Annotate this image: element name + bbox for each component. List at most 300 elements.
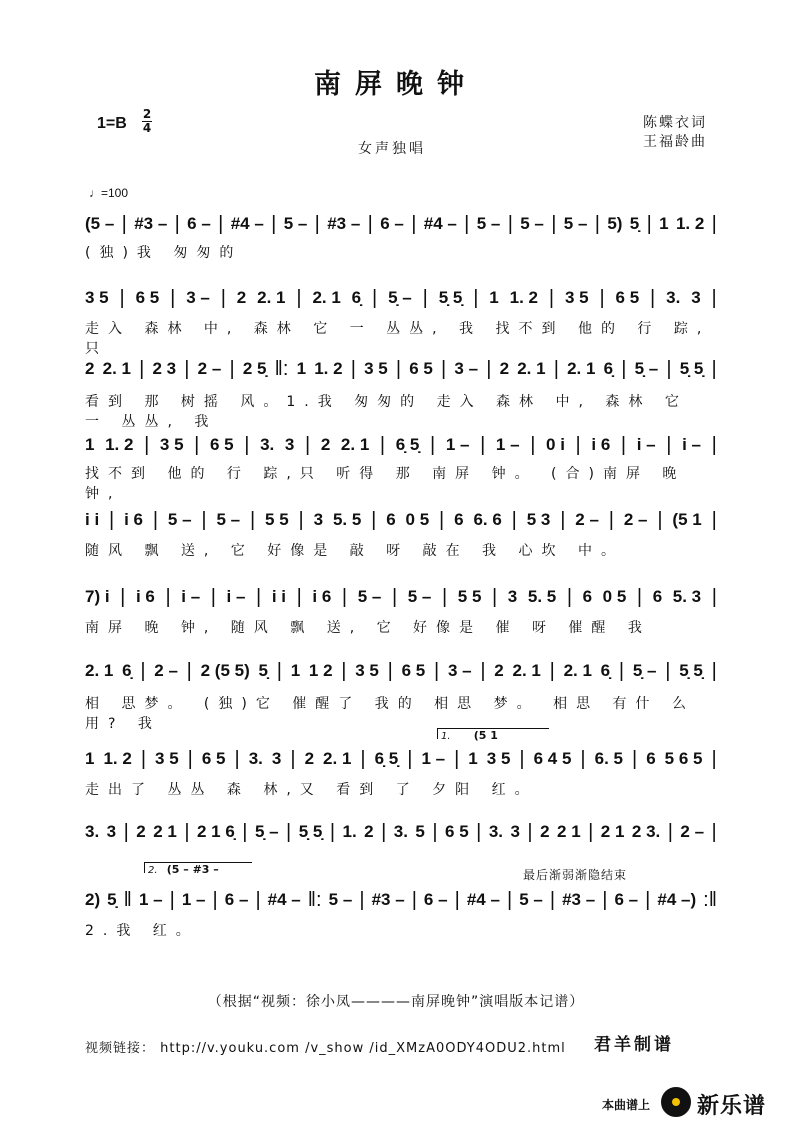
note-group: 0 5 bbox=[405, 510, 430, 529]
note-group: #4 – bbox=[267, 890, 301, 909]
note-group: 0 i bbox=[546, 435, 565, 454]
note-group: 6 5 bbox=[210, 435, 234, 454]
notes-line bbox=[85, 286, 717, 310]
note-group: 5̣ bbox=[258, 661, 268, 680]
lyrics-line: 看到 那 树摇 风。1.我 匆匆的 走入 森林 中, 森林 它 一 丛丛, 我 bbox=[85, 394, 688, 430]
note-group: 5 – bbox=[563, 214, 588, 233]
barline: | bbox=[549, 659, 555, 682]
barline: | bbox=[276, 659, 282, 682]
note-group: 3 bbox=[106, 822, 117, 841]
barline: | bbox=[599, 286, 605, 309]
barline: | bbox=[650, 286, 656, 309]
note-group: 6 5 bbox=[401, 661, 426, 680]
score-row bbox=[85, 212, 717, 261]
note-group: 3. bbox=[260, 435, 275, 454]
note-group: i 6 bbox=[591, 435, 611, 454]
barline: | bbox=[507, 212, 513, 235]
note-group: 7) i bbox=[85, 587, 110, 606]
barline: ‖: bbox=[274, 357, 289, 380]
note-group: 2 – bbox=[197, 359, 222, 378]
transcriber-seal: 君羊制谱 bbox=[594, 1035, 674, 1055]
barline: | bbox=[381, 820, 387, 843]
note-group: 3. bbox=[85, 822, 100, 841]
barline: | bbox=[711, 747, 717, 770]
volta-first-ending bbox=[437, 728, 549, 742]
barline: | bbox=[711, 433, 717, 456]
barline: | bbox=[711, 585, 717, 608]
note-group: 6 – bbox=[224, 890, 249, 909]
barline: | bbox=[480, 659, 486, 682]
barline: | bbox=[618, 659, 625, 682]
note-group: 2 – bbox=[575, 510, 599, 529]
note-group: 2 – bbox=[623, 510, 648, 529]
barline: | bbox=[220, 286, 226, 309]
note-group: 2 5̣ bbox=[242, 359, 267, 378]
barline: | bbox=[594, 212, 600, 235]
lyrics-line: (独)我 匆匆的 bbox=[85, 245, 243, 261]
note-group: 5. 3 bbox=[672, 587, 702, 606]
barline: | bbox=[218, 212, 224, 235]
barline: | bbox=[506, 888, 513, 911]
barline: | bbox=[432, 820, 438, 843]
barline: | bbox=[372, 286, 378, 309]
barline: | bbox=[646, 212, 652, 235]
barline: | bbox=[174, 212, 180, 235]
note-group: 3 5 bbox=[85, 288, 109, 307]
time-signature-top: 2 bbox=[142, 107, 152, 121]
note-group: 5 – bbox=[357, 587, 382, 606]
barline: | bbox=[666, 433, 672, 456]
time-signature bbox=[142, 108, 152, 135]
barline: | bbox=[194, 433, 200, 456]
barline: | bbox=[109, 508, 115, 531]
note-group: 6 – bbox=[187, 214, 211, 233]
note-group: 3 – bbox=[454, 359, 479, 378]
note-group: 1. 2 bbox=[675, 214, 705, 233]
note-group: 1 – bbox=[445, 435, 470, 454]
lyrics-line: 走出了 丛丛 森 林,又 看到 了 夕阳 红。 bbox=[85, 782, 538, 798]
note-group: 2. 1 bbox=[517, 359, 546, 378]
barline: | bbox=[636, 585, 643, 608]
lyrics-line: 找不到 他的 行 踪,只 听得 那 南屏 钟。 (合)南屏 晚钟, bbox=[85, 466, 686, 502]
barline: | bbox=[551, 212, 557, 235]
note-group: 5 – bbox=[476, 214, 501, 233]
note-group: 5 – bbox=[407, 587, 432, 606]
barline: | bbox=[464, 212, 470, 235]
notes-line bbox=[85, 888, 717, 912]
barline: | bbox=[314, 212, 320, 235]
note-group: 3 5 bbox=[159, 435, 184, 454]
note-group: i – bbox=[682, 435, 701, 454]
note-group: 1. 2 bbox=[314, 359, 343, 378]
note-group: 6. 5 bbox=[594, 749, 623, 768]
barline: | bbox=[548, 286, 555, 309]
note-group: 2 bbox=[85, 359, 95, 378]
note-group: 2 1 bbox=[153, 822, 177, 841]
composer-credit: 王福龄曲 bbox=[643, 134, 707, 150]
barline: | bbox=[511, 508, 517, 531]
barline: | bbox=[360, 747, 366, 770]
note-group: 5̣ 5̣ bbox=[438, 288, 463, 307]
barline: | bbox=[121, 212, 127, 235]
barline: | bbox=[169, 888, 175, 911]
note-group: 5 – bbox=[519, 890, 543, 909]
barline: | bbox=[296, 286, 302, 309]
note-group: 3 bbox=[507, 587, 518, 606]
note-group: 2 1 bbox=[600, 822, 625, 841]
note-group: 2) bbox=[85, 890, 101, 909]
note-group: 6̣ bbox=[603, 359, 614, 378]
note-group: i 6 bbox=[312, 587, 332, 606]
note-group: 6 bbox=[646, 749, 656, 768]
barline: | bbox=[298, 508, 304, 531]
note-group: 1 – bbox=[181, 890, 206, 909]
barline: | bbox=[244, 433, 250, 456]
barline: | bbox=[249, 508, 256, 531]
notes-line bbox=[85, 357, 717, 381]
barline: | bbox=[631, 747, 638, 770]
note-group: 5̣ bbox=[107, 890, 117, 909]
note-group: 2 3. bbox=[631, 822, 661, 841]
note-group: 5 6 5 bbox=[664, 749, 703, 768]
barline: | bbox=[186, 659, 192, 682]
note-group: 2. 1 bbox=[312, 288, 341, 307]
note-group: 6 4 5 bbox=[533, 749, 572, 768]
barline: | bbox=[588, 820, 594, 843]
note-group: 5̣ bbox=[629, 214, 640, 233]
barline: | bbox=[665, 659, 671, 682]
barline: | bbox=[621, 357, 627, 380]
note-group: 5 – bbox=[520, 214, 544, 233]
barline: | bbox=[580, 747, 586, 770]
note-group: 3. bbox=[666, 288, 681, 307]
note-group: 6 5 bbox=[445, 822, 469, 841]
barline: | bbox=[379, 433, 386, 456]
note-group: 2 bbox=[499, 359, 510, 378]
barline: | bbox=[575, 433, 581, 456]
barline: | bbox=[305, 433, 311, 456]
barline: | bbox=[290, 747, 296, 770]
note-group: 5̣ 5̣ bbox=[679, 359, 704, 378]
barline: | bbox=[165, 585, 171, 608]
barline: | bbox=[645, 888, 651, 911]
note-group: 1 bbox=[85, 749, 95, 768]
note-group: i i bbox=[271, 587, 287, 606]
volta-second-ending bbox=[144, 862, 252, 876]
note-group: 2. 1 bbox=[102, 359, 131, 378]
note-group: 1. 2 bbox=[105, 435, 134, 454]
note-group: 5 – bbox=[328, 890, 353, 909]
note-group: 3 5 bbox=[564, 288, 589, 307]
note-group: #4 – bbox=[466, 890, 500, 909]
barline: | bbox=[152, 508, 159, 531]
note-group: #3 – bbox=[562, 890, 596, 909]
barline: | bbox=[212, 888, 218, 911]
note-group: 1 – bbox=[421, 749, 446, 768]
note-group: 1 bbox=[468, 749, 478, 768]
barline: | bbox=[296, 585, 302, 608]
barline: ‖: bbox=[307, 888, 322, 911]
note-group: 6 5 bbox=[615, 288, 640, 307]
note-group: 6 – bbox=[380, 214, 404, 233]
note-group: 2. 1 bbox=[257, 288, 286, 307]
barline: ‖ bbox=[123, 888, 132, 911]
note-group: 5. 5 bbox=[332, 510, 362, 529]
barline: | bbox=[454, 747, 460, 770]
note-group: 5̣ 5̣ bbox=[679, 661, 703, 680]
barline: | bbox=[667, 820, 673, 843]
barline: | bbox=[439, 508, 445, 531]
note-group: 6 5 bbox=[409, 359, 433, 378]
note-group: 3. bbox=[393, 822, 408, 841]
note-group: 6̣ 5̣ bbox=[395, 435, 420, 454]
note-group: 6̣ bbox=[122, 661, 132, 680]
barline: | bbox=[184, 820, 190, 843]
barline: | bbox=[407, 747, 413, 770]
note-group: (5 1 bbox=[672, 510, 702, 529]
note-group: 1. bbox=[342, 822, 357, 841]
barline: | bbox=[711, 820, 717, 843]
lyrics-line: 南屏 晚 钟, 随风 飘 送, 它 好像是 催 呀 催醒 我 bbox=[85, 620, 651, 636]
note-group: 1. 2 bbox=[509, 288, 538, 307]
note-group: 0 5 bbox=[602, 587, 627, 606]
note-group: 3 bbox=[691, 288, 701, 307]
note-group: 1 – bbox=[138, 890, 163, 909]
barline: | bbox=[530, 433, 536, 456]
note-group: 1 – bbox=[495, 435, 520, 454]
notes-line bbox=[85, 585, 717, 609]
score-row bbox=[85, 659, 717, 732]
note-group: 5̣ – bbox=[634, 359, 659, 378]
note-group: i – bbox=[181, 587, 201, 606]
note-group: 1 bbox=[489, 288, 499, 307]
note-group: 2 bbox=[540, 822, 550, 841]
note-group: 3 5 bbox=[364, 359, 388, 378]
note-group: 2. 1 bbox=[512, 661, 541, 680]
volta-second-label: 2. bbox=[148, 865, 158, 876]
note-group: 1 bbox=[296, 359, 307, 378]
note-group: 2 bbox=[304, 749, 315, 768]
performance-style: 女声独唱 bbox=[358, 141, 426, 157]
note-group: 5 – bbox=[167, 510, 192, 529]
volta-first-label: 1. bbox=[441, 731, 451, 742]
barline: | bbox=[711, 659, 717, 682]
barline: | bbox=[527, 820, 533, 843]
note-group: 5̣ – bbox=[254, 822, 279, 841]
barline: | bbox=[411, 212, 417, 235]
barline: | bbox=[454, 888, 460, 911]
barline: | bbox=[387, 659, 393, 682]
lyrics-line: 随风 飘 送, 它 好像是 敲 呀 敲在 我 心坎 中。 bbox=[85, 543, 624, 559]
notes-line bbox=[85, 212, 717, 236]
note-group: i 6 bbox=[124, 510, 143, 529]
barline: | bbox=[140, 659, 146, 682]
barline: | bbox=[395, 357, 402, 380]
note-group: 5 5 bbox=[457, 587, 482, 606]
barline: | bbox=[519, 747, 525, 770]
note-group: i i bbox=[85, 510, 100, 529]
barline: | bbox=[359, 888, 365, 911]
ending-instruction: 最后渐弱渐隐结束 bbox=[523, 868, 628, 882]
brand-name: 新乐谱 bbox=[697, 1094, 767, 1119]
record-logo-icon bbox=[661, 1087, 691, 1117]
note-group: 2 1 bbox=[557, 822, 581, 841]
barline: | bbox=[391, 585, 398, 608]
barline: | bbox=[184, 357, 190, 380]
barline: | bbox=[620, 433, 627, 456]
barline: | bbox=[210, 585, 216, 608]
barline: | bbox=[140, 747, 147, 770]
note-group: 5 – bbox=[283, 214, 308, 233]
barline: | bbox=[341, 585, 348, 608]
note-group: #3 – bbox=[134, 214, 168, 233]
barline: | bbox=[411, 888, 417, 911]
score-row bbox=[85, 585, 717, 636]
barline: | bbox=[560, 508, 566, 531]
barline: | bbox=[602, 888, 608, 911]
note-group: 1 2 bbox=[308, 661, 333, 680]
barline: | bbox=[657, 508, 663, 531]
score-row bbox=[85, 286, 717, 357]
note-group: 6̣ bbox=[600, 661, 611, 680]
note-group: 2. 1 bbox=[323, 749, 352, 768]
note-group: 2 bbox=[236, 288, 247, 307]
note-group: 2 – bbox=[154, 661, 178, 680]
note-group: 3 5 bbox=[155, 749, 179, 768]
note-group: 3 – bbox=[447, 661, 472, 680]
brand-tagline: 本曲谱上 bbox=[602, 1098, 651, 1112]
note-group: #4 – bbox=[230, 214, 264, 233]
barline: | bbox=[201, 508, 207, 531]
note-group: 3 – bbox=[186, 288, 210, 307]
notes-line bbox=[85, 508, 717, 532]
note-group: 5 3 bbox=[526, 510, 551, 529]
barline: | bbox=[242, 820, 248, 843]
note-group: 6 – bbox=[423, 890, 448, 909]
score-row bbox=[85, 820, 717, 854]
time-signature-bottom: 4 bbox=[142, 121, 152, 135]
barline: | bbox=[286, 820, 292, 843]
barline: | bbox=[187, 747, 193, 770]
note-group: 2 – bbox=[680, 822, 705, 841]
barline: | bbox=[441, 585, 448, 608]
barline: | bbox=[566, 585, 573, 608]
barline: | bbox=[123, 820, 129, 843]
note-group: 3 bbox=[510, 822, 520, 841]
barline: | bbox=[422, 286, 428, 309]
barline: | bbox=[120, 585, 126, 608]
note-group: #4 – bbox=[423, 214, 457, 233]
video-link-url[interactable]: http://v.youku.com /v_show /id_XMzA0ODY4ODU2.html bbox=[160, 1041, 566, 1056]
note-group: #3 – bbox=[371, 890, 405, 909]
note-group: 6 bbox=[454, 510, 464, 529]
note-group: 2. 1 bbox=[567, 359, 596, 378]
note-group: #4 –) bbox=[657, 890, 697, 909]
barline: | bbox=[341, 659, 347, 682]
score-row bbox=[85, 357, 717, 430]
score-row bbox=[85, 433, 717, 502]
note-group: 5 bbox=[415, 822, 425, 841]
note-group: 1 bbox=[85, 435, 95, 454]
note-group: 6 bbox=[652, 587, 663, 606]
note-group: 5 – bbox=[216, 510, 241, 529]
note-group: i – bbox=[636, 435, 656, 454]
note-group: 2 3 bbox=[152, 359, 177, 378]
notes-line bbox=[85, 747, 717, 771]
note-group: 2 bbox=[320, 435, 331, 454]
barline: | bbox=[139, 357, 145, 380]
note-group: 6 – bbox=[614, 890, 639, 909]
score-row bbox=[85, 747, 717, 798]
note-group: 3. bbox=[248, 749, 263, 768]
score-row bbox=[85, 508, 717, 559]
note-group: 5̣ – bbox=[632, 661, 657, 680]
note-group: #3 – bbox=[327, 214, 361, 233]
barline: | bbox=[229, 357, 235, 380]
key-signature: 1=B bbox=[97, 115, 127, 132]
note-group: i – bbox=[226, 587, 246, 606]
barline: | bbox=[711, 286, 717, 309]
barline: | bbox=[255, 888, 261, 911]
note-group: 3 bbox=[271, 749, 282, 768]
barline: | bbox=[608, 508, 614, 531]
note-group: 6. 6 bbox=[473, 510, 502, 529]
barline: | bbox=[711, 357, 717, 380]
lyrics-line: 相 思梦。 (独)它 催醒了 我的 相思 梦。 相思 有什 么 用? 我 bbox=[85, 696, 695, 732]
barline: | bbox=[486, 357, 492, 380]
note-group: 5) bbox=[607, 214, 623, 233]
note-group: 5 5 bbox=[265, 510, 289, 529]
note-group: 6 5 bbox=[201, 749, 226, 768]
note-group: 6̣ 5̣ bbox=[374, 749, 399, 768]
barline: | bbox=[480, 433, 486, 456]
barline: | bbox=[433, 659, 440, 682]
note-group: 5̣ – bbox=[388, 288, 412, 307]
barline: | bbox=[430, 433, 436, 456]
barline: | bbox=[666, 357, 672, 380]
barline: | bbox=[711, 508, 717, 531]
note-group: 1. 2 bbox=[103, 749, 132, 768]
barline: | bbox=[441, 357, 447, 380]
note-group: 2. 1 bbox=[85, 661, 114, 680]
note-group: 6 bbox=[582, 587, 593, 606]
note-group: 2 bbox=[494, 661, 504, 680]
barline: | bbox=[473, 286, 479, 309]
barline: :‖ bbox=[703, 888, 717, 911]
note-group: 5̣ 5̣ bbox=[298, 822, 323, 841]
note-group: 3 bbox=[313, 510, 324, 529]
barline: | bbox=[711, 212, 717, 235]
volta-first-notes: (5 1 bbox=[473, 729, 498, 742]
barline: | bbox=[271, 212, 277, 235]
tempo-marking: ♩=100 bbox=[89, 186, 129, 200]
song-title: 南屏晚钟 bbox=[314, 69, 478, 100]
note-group: 2 (5 5) bbox=[200, 661, 250, 680]
note-group: 1 bbox=[659, 214, 669, 233]
video-link-line bbox=[85, 1037, 566, 1056]
score-row bbox=[85, 888, 717, 939]
note-group: 1 bbox=[290, 661, 301, 680]
video-link-label: 视频链接： bbox=[85, 1041, 156, 1056]
note-group: 6̣ bbox=[351, 288, 362, 307]
barline: | bbox=[371, 508, 377, 531]
note-group: 2. 1 bbox=[563, 661, 592, 680]
notes-line bbox=[85, 659, 717, 683]
note-group: 2 bbox=[364, 822, 374, 841]
notes-line bbox=[85, 820, 717, 844]
lyricist-credit: 陈蝶衣词 bbox=[643, 115, 707, 131]
volta-second-notes: (5 – #3 – bbox=[166, 863, 219, 876]
